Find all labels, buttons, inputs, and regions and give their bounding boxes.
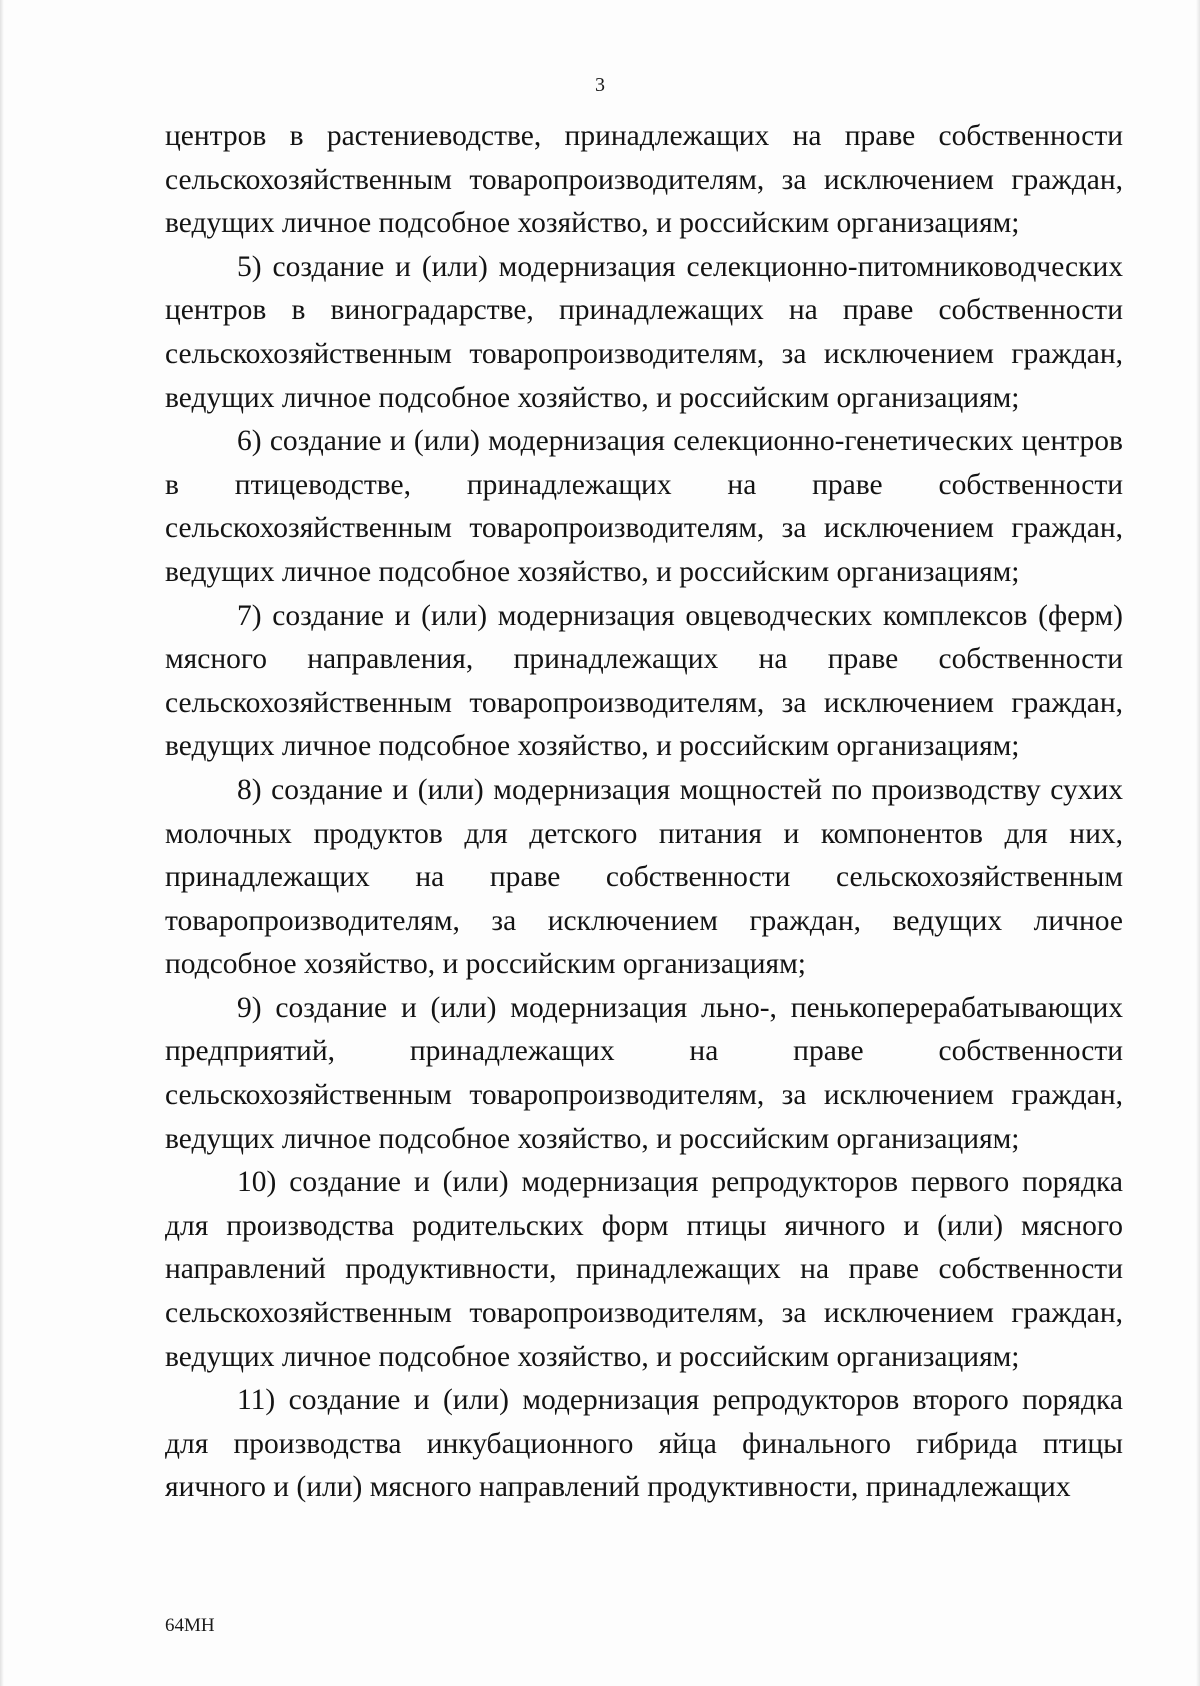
- scan-edge-left: [0, 0, 4, 1686]
- document-body: [165, 115, 1123, 1510]
- paragraph-item-8: 8) создание и (или) модернизация мощностей по производству сухих молочных продуктов для детского питания и компонентов для них, принадлежащих на праве собственности сельскохозяйственным товаропроизводителям, за исключением граждан, ведущих личное подсобное хозяйство, и российским организациям;: [165, 773, 1123, 981]
- paragraph-item-6: 6) создание и (или) модернизация селекционно-генетических центров в птицеводстве, принадлежащих на праве собственности сельскохозяйственным товаропроизводителям, за исключением граждан, ведущих личное подсобное хозяйство, и российским организациям;: [165, 425, 1123, 588]
- paragraph-item-7: 7) создание и (или) модернизация овцеводческих комплексов (ферм) мясного направления, принадлежащих на праве собственности сельскохозяйственным товаропроизводителям, за исключением граждан, ведущих личное подсобное хозяйство, и российским организациям;: [165, 599, 1123, 763]
- paragraph-item-5: 5) создание и (или) модернизация селекционно-питомниководческих центров в виноградарстве, принадлежащих на праве собственности сельскохозяйственным товаропроизводителям, за исключением граждан, ведущих личное подсобное хозяйство, и российским организациям;: [165, 250, 1123, 414]
- paragraph-item-11: 11) создание и (или) модернизация репродукторов второго порядка для производства инкубационного яйца финального гибрида птицы яичного и (или) мясного направлений продуктивности, принадлежащих: [165, 1384, 1123, 1504]
- paragraph-item-9: 9) создание и (или) модернизация льно-, пенькоперерабатывающих предприятий, принадлежащих на праве собственности сельскохозяйственным товаропроизводителям, за исключением граждан, ведущих личное подсобное хозяйство, и российским организациям;: [165, 991, 1123, 1155]
- paragraph-continuation: центров в растениеводстве, принадлежащих на праве собственности сельскохозяйственным товаропроизводителям, за исключением граждан, ведущих личное подсобное хозяйство, и российским организациям;: [165, 120, 1123, 240]
- document-code: 64МН: [165, 1615, 215, 1636]
- paragraph-item-10: 10) создание и (или) модернизация репродукторов первого порядка для производства родительских форм птицы яичного и (или) мясного направлений продуктивности, принадлежащих на праве собственности сельскохозяйственным товаропроизводителям, за исключением граждан, ведущих личное подсобное хозяйство, и российским организациям;: [165, 1166, 1123, 1373]
- page-number: 3: [595, 74, 605, 96]
- scan-edge-right: [1196, 0, 1200, 1686]
